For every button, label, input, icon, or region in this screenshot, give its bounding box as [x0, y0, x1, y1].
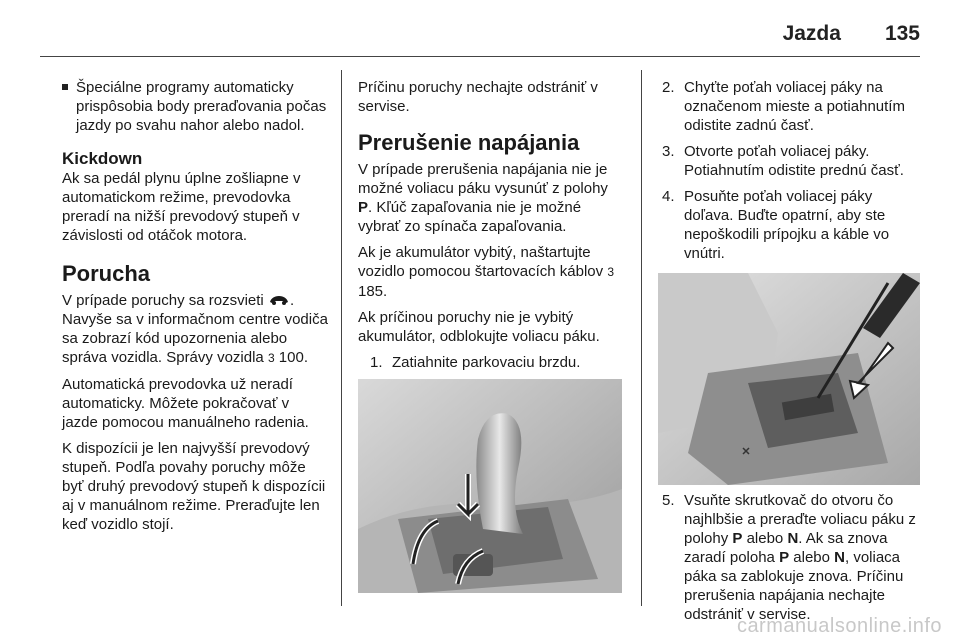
porucha-paragraph-2: Automatická prevodovka už neradí automaticky. Môžete pokračovať v jazde pomocou manuálneho radenia. [62, 376, 309, 431]
step-3: 3. Otvorte poťah voliacej páky. Potiahnutím odistite prednú časť. [662, 143, 904, 179]
page-ref[interactable]: 100. [278, 349, 308, 366]
chapter-title: Jazda [782, 22, 841, 45]
porucha-paragraph-1: V prípade poruchy sa rozsvieti . Navyše sa v informačnom centre vodiča sa zobrazí kód upozornenia alebo správa vozidla. Správy vozidla 3 100. [62, 292, 328, 366]
step-4: 4. Posuňte poťah voliacej páky doľava. Buďte opatrní, aby ste nepoškodili prípojku a káble vo vnútri. [662, 188, 890, 262]
power-paragraph-2: Ak je akumulátor vybitý, naštartujte vozidlo pomocou štartovacích káblov 3 185. [358, 244, 614, 300]
column-divider-1 [341, 70, 342, 606]
header-rule [40, 56, 920, 57]
page-ref[interactable]: 185. [358, 283, 388, 300]
column-2 [358, 78, 624, 599]
column-divider-2 [641, 70, 642, 606]
porucha-heading: Porucha [62, 261, 151, 286]
column-1 [62, 78, 328, 541]
column-3 [662, 78, 924, 631]
power-paragraph-1: V prípade prerušenia napájania nie je možné voliacu páku vysunúť z polohy P. Kľúč zapaľovania nie je možné vybrať zo spínača zapaľovania. [358, 161, 608, 235]
bullet-item: Špeciálne programy automaticky prispôsobia body preraďovania počas jazdy po svahu nahor alebo nadol. [62, 78, 328, 135]
kickdown-text: Ak sa pedál plynu úplne zošliapne v automatickom režime, prevodovka preradí na nižší prevodový stupeň v závislosti od otáčok motora. [62, 170, 301, 244]
gear-selector-photo [358, 379, 622, 593]
page-ref-icon: 3 [267, 351, 275, 365]
porucha-paragraph-3: K dispozícii je len najvyšší prevodový stupeň. Podľa povahy poruchy môže byť druhý prevodový stupeň k dispozícii aj v manuálnom režime. Preraďujte len keď vozidlo stojí. [62, 440, 326, 533]
screwdriver-photo [658, 273, 920, 485]
power-interruption-heading: Prerušenie napájania [358, 130, 580, 155]
page-ref-icon: 3 [607, 265, 614, 279]
step-5: 5. Vsuňte skrutkovač do otvoru čo najhlbšie a preraďte voliacu páku z polohy P alebo N. Ak sa znova zaradí poloha P alebo N, voliaca páka sa zablokuje znova. Príčinu prerušenia napájania nechajte odstrániť v servise. [662, 492, 916, 623]
bullet-square-icon [62, 84, 68, 90]
page-header [783, 22, 920, 46]
transmission-warning-icon [268, 294, 290, 306]
step-1: 1. Zatiahnite parkovaciu brzdu. [370, 354, 581, 371]
power-paragraph-3: Ak príčinou poruchy nie je vybitý akumulátor, odblokujte voliacu páku. [358, 309, 600, 345]
watermark: carmanualsonline.info [736, 615, 942, 637]
page-number: 135 [884, 22, 920, 45]
kickdown-heading: Kickdown [62, 149, 143, 168]
service-paragraph: Príčinu poruchy nechajte odstrániť v servise. [358, 79, 598, 115]
step-2: 2. Chyťte poťah voliacej páky na označenom mieste a potiahnutím odistite zadnú časť. [662, 79, 905, 134]
